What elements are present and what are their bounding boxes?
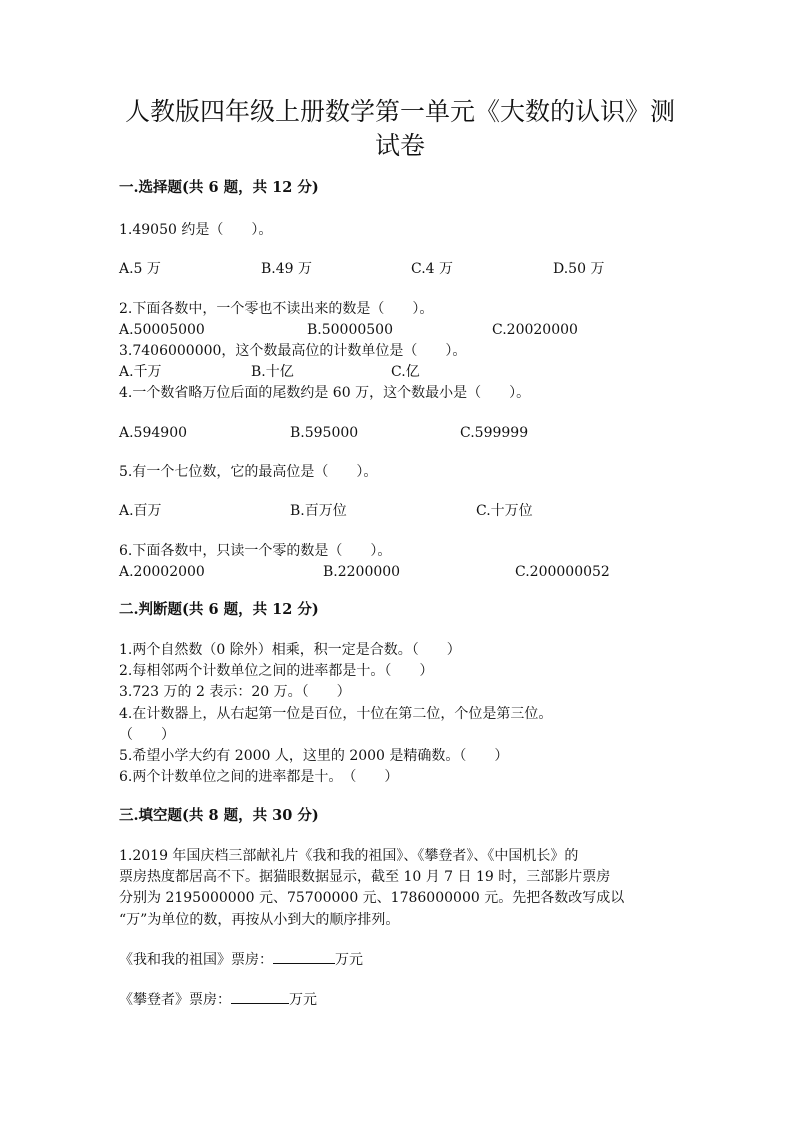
title-line-2: 试卷 [374,131,425,160]
option-b: B.2200000 [323,564,401,580]
fill-item-my-country [119,949,363,970]
option-d: D.50 万 [553,261,605,277]
option-b: B.十亿 [251,364,294,380]
fill-label: 《我和我的祖国》票房： [119,952,273,968]
judgement-item: 1.两个自然数（0 除外）相乘，积一定是合数。（ ） [119,642,461,658]
section-heading-judgement: 二.判断题(共 6 题，共 12 分) [119,601,319,618]
question-text: 6.下面各数中，只读一个零的数是（ ）。 [119,543,392,559]
judgement-item: 4.在计数器上，从右起第一位是百位，十位在第二位，个位是第三位。 [119,706,553,722]
fill-question-line: 1.2019 年国庆档三部献礼片《我和我的祖国》、《攀登者》、《中国机长》的 [119,848,579,864]
fill-item-climbers [119,989,317,1010]
option-a: A.千万 [119,364,162,380]
question-text: 3.7406000000，这个数最高位的计数单位是（ ）。 [119,343,467,359]
question-text: 1.49050 约是（ ）。 [119,222,273,238]
section-heading-choice: 一.选择题(共 6 题，共 12 分) [119,179,319,196]
fill-question-line: 票房热度都居高不下。据猫眼数据显示，截至 10 月 7 日 19 时，三部影片票房 [119,869,611,885]
question-text: 4.一个数省略万位后面的尾数约是 60 万，这个数最小是（ ）。 [119,385,531,401]
option-c: C.亿 [391,364,420,380]
option-c: C.599999 [460,425,529,441]
judgement-item: 2.每相邻两个计数单位之间的进率都是十。（ ） [119,663,434,679]
option-b: B.49 万 [261,261,313,277]
answer-blank[interactable] [273,949,335,964]
option-b: B.595000 [290,425,359,441]
fill-unit: 万元 [289,992,317,1008]
option-b: B.百万位 [290,503,347,519]
option-a: A.594900 [119,425,188,441]
option-a: A.5 万 [119,261,161,277]
option-a: A.50005000 [119,322,205,338]
option-c: C.200000052 [515,564,610,580]
judgement-item: 5.希望小学大约有 2000 人，这里的 2000 是精确数。（ ） [119,748,509,764]
fill-question-line: 分别为 2195000000 元、75700000 元、1786000000 元。先把各数改写成以 [119,890,625,906]
option-a: A.20002000 [119,564,205,580]
judgement-answer-brackets: （ ） [119,727,175,743]
fill-question-line: “万”为单位的数，再按从小到大的顺序排列。 [119,912,400,928]
option-c: C.20020000 [492,322,578,338]
judgement-item: 3.723 万的 2 表示：20 万。（ ） [119,684,351,700]
answer-blank[interactable] [231,989,289,1004]
option-a: A.百万 [119,503,162,519]
option-b: B.50000500 [307,322,393,338]
question-text: 2.下面各数中，一个零也不读出来的数是（ ）。 [119,301,434,317]
fill-label: 《攀登者》票房： [119,992,231,1008]
option-c: C.十万位 [476,503,533,519]
exam-title [100,95,700,163]
fill-unit: 万元 [335,952,363,968]
title-line-1: 人教版四年级上册数学第一单元《大数的认识》测 [124,97,675,126]
option-c: C.4 万 [411,261,454,277]
question-text: 5.有一个七位数，它的最高位是（ ）。 [119,464,378,480]
judgement-item: 6.两个计数单位之间的进率都是十。 （ ） [119,769,399,785]
section-heading-fill: 三.填空题(共 8 题，共 30 分) [119,807,319,824]
